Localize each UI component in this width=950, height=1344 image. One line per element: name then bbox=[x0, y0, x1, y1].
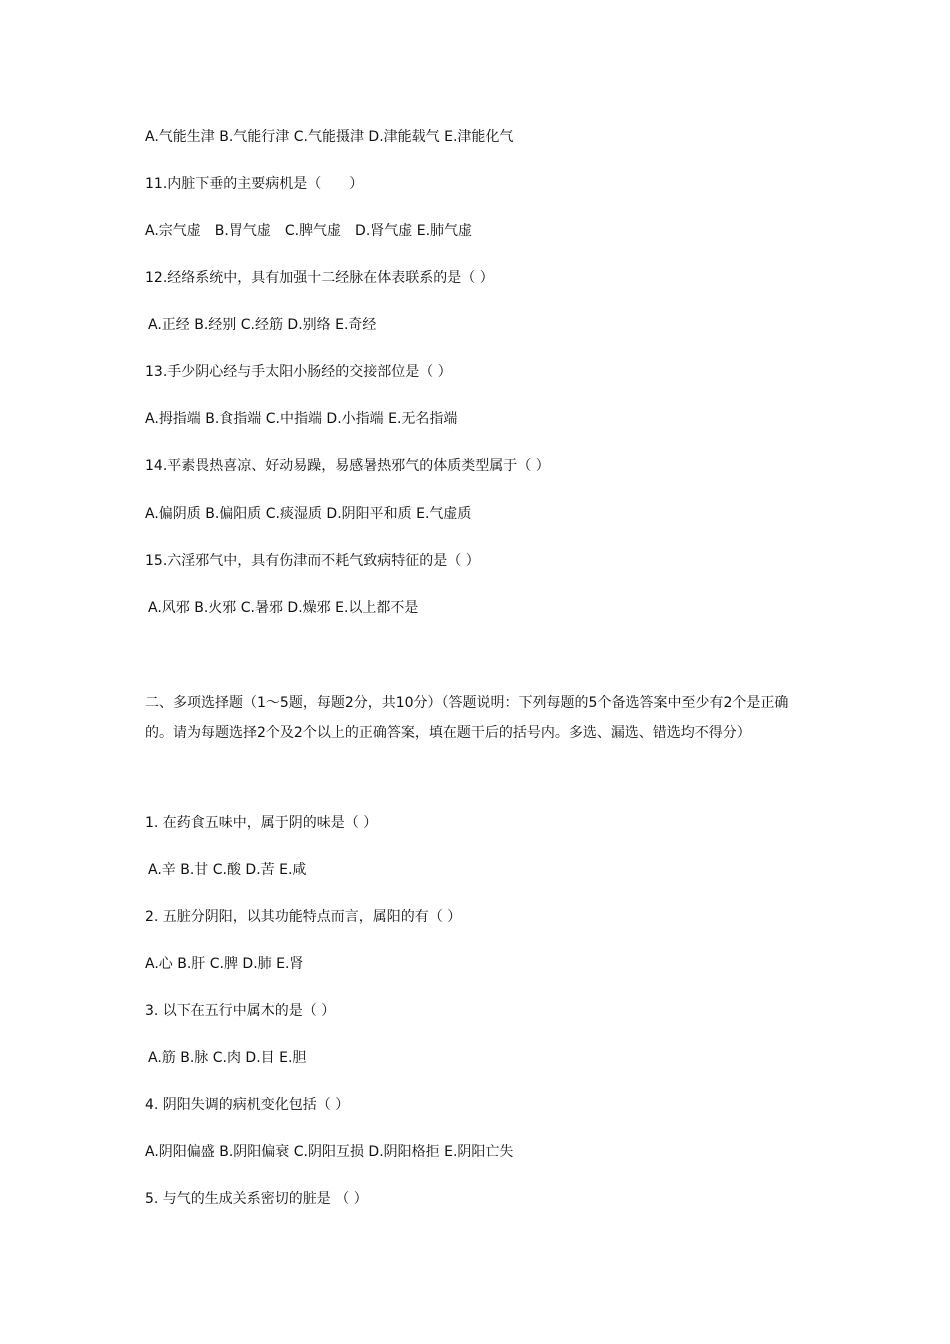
q14-options: A.偏阴质 B.偏阳质 C.痰湿质 D.阴阳平和质 E.气虚质 bbox=[145, 506, 472, 522]
q12-stem: 12.经络系统中，具有加强十二经脉在体表联系的是（ ） bbox=[145, 270, 494, 286]
mq2-options: A.心 B.肝 C.脾 D.肺 E.肾 bbox=[145, 956, 304, 972]
q12-options: A.正经 B.经别 C.经筋 D.别络 E.奇经 bbox=[148, 317, 377, 333]
mq2-stem: 2. 五脏分阴阳，以其功能特点而言，属阳的有（ ） bbox=[145, 909, 462, 925]
section-heading: 二、多项选择题（1～5题，每题2分，共10分）（答题说明：下列每题的5个备选答案中至少有2个是正确的。请为每题选择2个及2个以上的正确答案，填在题干后的括号内。多选、漏选、错选均不得分） bbox=[145, 695, 789, 741]
mq3-stem: 3. 以下在五行中属木的是（ ） bbox=[145, 1003, 336, 1019]
q14-stem: 14.平素畏热喜凉、好动易躁，易感暑热邪气的体质类型属于（ ） bbox=[145, 458, 550, 474]
q10-options: A.气能生津 B.气能行津 C.气能摄津 D.津能载气 E.津能化气 bbox=[145, 129, 514, 145]
mq4-options: A.阴阳偏盛 B.阴阳偏衰 C.阴阳互损 D.阴阳格拒 E.阴阳亡失 bbox=[145, 1144, 514, 1160]
q13-stem: 13.手少阴心经与手太阳小肠经的交接部位是（ ） bbox=[145, 364, 452, 380]
q15-options: A.风邪 B.火邪 C.暑邪 D.燥邪 E.以上都不是 bbox=[148, 600, 419, 616]
q13-options: A.拇指端 B.食指端 C.中指端 D.小指端 E.无名指端 bbox=[145, 411, 458, 427]
mq4-stem: 4. 阴阳失调的病机变化包括（ ） bbox=[145, 1097, 350, 1113]
mq1-options: A.辛 B.甘 C.酸 D.苦 E.咸 bbox=[148, 862, 307, 878]
mq3-options: A.筋 B.脉 C.肉 D.目 E.胆 bbox=[148, 1050, 307, 1066]
q11-stem: 11.内脏下垂的主要病机是（ ） bbox=[145, 176, 364, 192]
q11-options: A.宗气虚 B.胃气虚 C.脾气虚 D.肾气虚 E.肺气虚 bbox=[145, 223, 473, 239]
mq5-stem: 5. 与气的生成关系密切的脏是 （ ） bbox=[145, 1191, 368, 1207]
mq1-stem: 1. 在药食五味中，属于阴的味是（ ） bbox=[145, 815, 378, 831]
q15-stem: 15.六淫邪气中，具有伤津而不耗气致病特征的是（ ） bbox=[145, 553, 480, 569]
